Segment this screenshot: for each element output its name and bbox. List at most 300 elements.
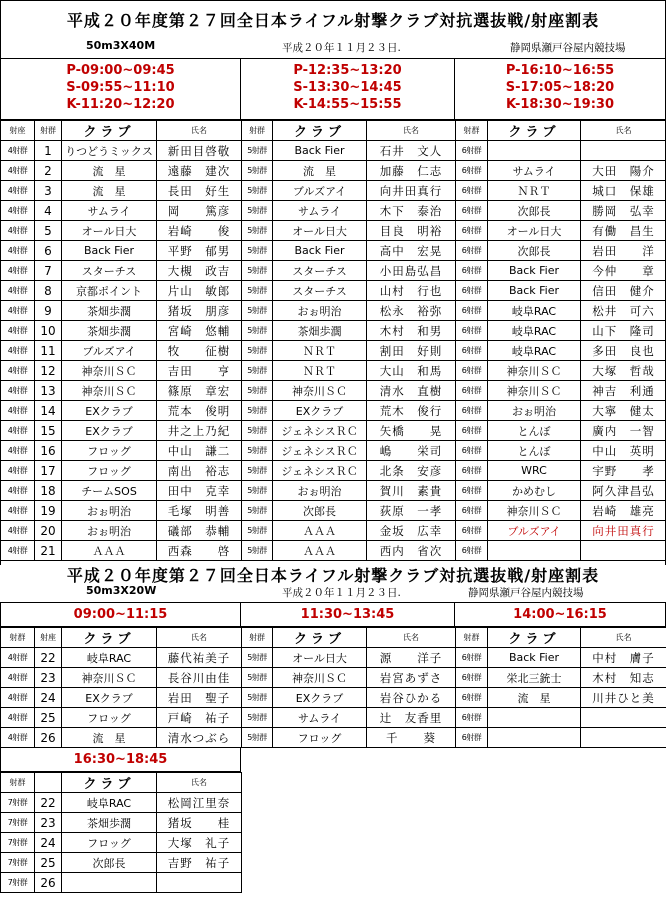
cell-lane: 24 [35,833,62,853]
cell-lane: 8 [35,281,62,301]
cell-club: EXクラブ [273,688,367,708]
cell-group: 4射群 [1,201,35,221]
table-row [1,501,666,521]
cell-lane: 3 [35,181,62,201]
cell-club: オール日大 [273,221,367,241]
cell-lane: 22 [35,793,62,813]
header-club: クラブ [62,628,157,648]
cell-group: 5射群 [242,381,273,401]
cell-lane: 20 [35,521,62,541]
cell-name: 石井 文人 [367,141,456,161]
cell-name: 西森 啓 [157,541,242,561]
cell-club: ＮＲＴ [273,341,367,361]
cell-club [488,728,581,748]
cell-club: ＮＲＴ [273,361,367,381]
cell-club: 神奈川ＳＣ [273,381,367,401]
cell-club: 神奈川ＳＣ [488,501,581,521]
cell-name: 岡 篤彦 [157,201,242,221]
cell-group: 5射群 [242,261,273,281]
table-row [1,728,666,748]
cell-club: 神奈川ＳＣ [62,668,157,688]
cell-lane: 15 [35,421,62,441]
cell-group: 6射群 [456,281,488,301]
cell-club: おぉ明治 [62,501,157,521]
time-standing: S-13:30~14:45 [293,80,402,95]
table-row [1,873,242,893]
cell-name: 長田 好生 [157,181,242,201]
cell-group: 4射群 [1,648,35,668]
time-block-w-group-7 [0,747,241,772]
table-row [1,441,666,461]
cell-lane: 4 [35,201,62,221]
cell-group: 5射群 [242,421,273,441]
cell-club: 岐阜RAC [62,793,157,813]
cell-group: 6射群 [456,708,488,728]
cell-name: 木下 泰治 [367,201,456,221]
cell-name: 小田島弘昌 [367,261,456,281]
cell-name: 城口 保雄 [581,181,666,201]
table-row [1,201,666,221]
cell-group: 6射群 [456,141,488,161]
table-row [1,481,666,501]
cell-club: スターチス [273,281,367,301]
cell-club: ブルズアイ [273,181,367,201]
cell-name: 目良 明裕 [367,221,456,241]
header-row [1,628,666,648]
time-block-w-group-5 [240,602,455,627]
cell-name: 向井田真行 [581,521,666,541]
table-row [1,793,242,813]
cell-name: 猪坂 桂 [157,813,242,833]
cell-club: フロッグ [62,708,157,728]
cell-group: 5射群 [242,161,273,181]
header-group: 射群 [1,628,35,648]
cell-name: 岩崎 雄亮 [581,501,666,521]
cell-group: 5射群 [242,341,273,361]
table-row [1,648,666,668]
cell-club: 次郎長 [488,201,581,221]
cell-lane: 23 [35,813,62,833]
cell-name: 源 洋子 [367,648,456,668]
cell-club: 次郎長 [273,501,367,521]
cell-group: 4射群 [1,728,35,748]
table-row [1,241,666,261]
cell-club: サムライ [273,708,367,728]
cell-group: 7射群 [1,793,35,813]
cell-club: ジェネシスＲＣ [273,421,367,441]
cell-group: 5射群 [242,361,273,381]
cell-club [488,541,581,561]
cell-group: 6射群 [456,501,488,521]
header-group: 射群 [242,628,273,648]
cell-name: 有働 昌生 [581,221,666,241]
cell-group: 6射群 [456,648,488,668]
cell-group: 6射群 [456,301,488,321]
cell-name: 千 葵 [367,728,456,748]
table-row [1,853,242,873]
cell-name: 長谷川由佳 [157,668,242,688]
cell-name: 加藤 仁志 [367,161,456,181]
cell-name: 西内 省次 [367,541,456,561]
event-name-2: 50m3X20W [86,584,157,597]
cell-name: 清水つぶら [157,728,242,748]
cell-name: 多田 良也 [581,341,666,361]
table-row [1,141,666,161]
cell-club: サムライ [273,201,367,221]
cell-name: 信田 健介 [581,281,666,301]
cell-name: 木村 知志 [581,668,666,688]
cell-group: 4射群 [1,501,35,521]
cell-group: 6射群 [456,401,488,421]
cell-group: 7射群 [1,853,35,873]
cell-club: Back Fier [488,261,581,281]
cell-name: 吉田 亨 [157,361,242,381]
cell-club: 岐阜RAC [488,301,581,321]
cell-name: 平野 郁男 [157,241,242,261]
cell-group: 4射群 [1,341,35,361]
cell-group: 4射群 [1,688,35,708]
assignment-table-3x40 [0,120,666,561]
cell-name: 岩田 洋 [581,241,666,261]
header-name: 氏名 [157,628,242,648]
cell-name: 大寧 健太 [581,401,666,421]
cell-lane: 24 [35,688,62,708]
cell-group: 6射群 [456,688,488,708]
cell-name: 北条 安彦 [367,461,456,481]
header-club: クラブ [62,121,157,141]
cell-club: フロッグ [62,461,157,481]
table-row [1,688,666,708]
cell-club: 神奈川ＳＣ [62,361,157,381]
cell-name: 清水 直樹 [367,381,456,401]
cell-name: 嶋 栄司 [367,441,456,461]
header-group: 射群 [1,773,35,793]
cell-group: 4射群 [1,181,35,201]
cell-group: 7射群 [1,873,35,893]
cell-club: チームSOS [62,481,157,501]
cell-lane: 18 [35,481,62,501]
header-club: クラブ [62,773,157,793]
cell-club: 茶畑歩濶 [62,301,157,321]
cell-club: 流 星 [62,161,157,181]
table-row [1,833,242,853]
cell-club: ブルズアイ [488,521,581,541]
table-row [1,401,666,421]
cell-club: ＮＲＴ [488,181,581,201]
time-kneeling: K-11:20~12:20 [66,97,175,112]
time-block-group-5 [240,58,455,120]
cell-lane: 9 [35,301,62,321]
cell-club: 岐阜RAC [488,341,581,361]
table-row [1,261,666,281]
cell-club: 流 星 [62,181,157,201]
cell-lane: 26 [35,728,62,748]
cell-name: 割田 好則 [367,341,456,361]
cell-name: 大塚 哲哉 [581,361,666,381]
cell-name: 田中 克幸 [157,481,242,501]
cell-name: 廣内 一智 [581,421,666,441]
cell-group: 4射群 [1,321,35,341]
cell-name: 中山 英明 [581,441,666,461]
cell-lane: 25 [35,708,62,728]
cell-group: 5射群 [242,221,273,241]
cell-club: おぉ明治 [273,481,367,501]
header-club: クラブ [273,121,367,141]
cell-group: 5射群 [242,481,273,501]
cell-name: 宇野 孝 [581,461,666,481]
cell-club: フロッグ [273,728,367,748]
cell-club: スターチス [273,261,367,281]
cell-group: 6射群 [456,461,488,481]
table-row [1,521,666,541]
cell-group: 6射群 [456,241,488,261]
cell-name: 賀川 素貴 [367,481,456,501]
cell-group: 5射群 [242,708,273,728]
cell-name: 岩宮あずさ [367,668,456,688]
cell-group: 4射群 [1,281,35,301]
header-group: 射群 [242,121,273,141]
table-row [1,361,666,381]
cell-club: 次郎長 [62,853,157,873]
cell-lane: 23 [35,668,62,688]
cell-club: 神奈川ＳＣ [488,361,581,381]
cell-lane: 13 [35,381,62,401]
cell-group: 5射群 [242,728,273,748]
table-row [1,381,666,401]
table-row [1,421,666,441]
cell-name: 礒部 恭輔 [157,521,242,541]
cell-group: 5射群 [242,688,273,708]
event-venue-2: 静岡県瀬戸谷屋内競技場 [468,587,584,599]
cell-club: Back Fier [273,141,367,161]
cell-club: Back Fier [62,241,157,261]
cell-name: 大塚 礼子 [157,833,242,853]
table-row [1,221,666,241]
cell-club: フロッグ [62,833,157,853]
table-row [1,813,242,833]
cell-club: かめむし [488,481,581,501]
cell-name: 岩谷ひかる [367,688,456,708]
cell-name [581,141,666,161]
cell-name: 川井ひと美 [581,688,666,708]
page-title-2: 平成２０年度第２７回全日本ライフル射撃クラブ対抗選抜戦/射座割表 [66,566,600,585]
time-range: 14:00~16:15 [513,607,607,622]
header-name: 氏名 [367,121,456,141]
cell-club: EXクラブ [62,688,157,708]
table-row [1,341,666,361]
cell-name: 松永 裕弥 [367,301,456,321]
cell-group: 6射群 [456,221,488,241]
table-row [1,668,666,688]
cell-name: 猪坂 朋彦 [157,301,242,321]
table-row [1,321,666,341]
cell-group: 7射群 [1,813,35,833]
cell-club: オール日大 [488,221,581,241]
cell-club: おぉ明治 [488,401,581,421]
cell-club: 神奈川ＳＣ [488,381,581,401]
cell-club: りつどうミックス [62,141,157,161]
cell-club: 神奈川ＳＣ [62,381,157,401]
header-name: 氏名 [367,628,456,648]
time-block-w-group-6 [454,602,666,627]
cell-club: 京都ポイント [62,281,157,301]
cell-name: 勝岡 弘幸 [581,201,666,221]
time-kneeling: K-18:30~19:30 [506,97,614,112]
header-lane: 射群 [35,121,62,141]
cell-group: 4射群 [1,381,35,401]
cell-group: 6射群 [456,261,488,281]
cell-name: 松井 可六 [581,301,666,321]
cell-club: EXクラブ [62,401,157,421]
cell-name: 新田目啓敬 [157,141,242,161]
cell-group: 5射群 [242,461,273,481]
cell-club [488,708,581,728]
cell-name: 荒木 俊行 [367,401,456,421]
assignment-table-3x20 [0,627,666,748]
time-prone: P-09:00~09:45 [66,63,175,78]
cell-group: 6射群 [456,361,488,381]
header-name: 氏名 [157,773,242,793]
header-lane: 射座 [35,628,62,648]
cell-club: ＡＡＡ [273,521,367,541]
header-group: 射群 [456,628,488,648]
cell-club: とんぼ [488,441,581,461]
time-block-group-4 [0,58,241,120]
cell-group: 6射群 [456,161,488,181]
table-row [1,161,666,181]
cell-group: 6射群 [456,668,488,688]
cell-group: 4射群 [1,361,35,381]
cell-group: 5射群 [242,181,273,201]
table-row [1,281,666,301]
cell-group: 6射群 [456,441,488,461]
cell-name: 山村 行也 [367,281,456,301]
cell-club: 流 星 [62,728,157,748]
page-title: 平成２０年度第２７回全日本ライフル射撃クラブ対抗選抜戦/射座割表 [66,11,600,30]
cell-club: ブルズアイ [62,341,157,361]
cell-lane: 14 [35,401,62,421]
cell-group: 6射群 [456,481,488,501]
cell-name: 牧 征樹 [157,341,242,361]
cell-group: 5射群 [242,541,273,561]
cell-name: 阿久津昌弘 [581,481,666,501]
cell-club: Back Fier [273,241,367,261]
cell-club: オール日大 [273,648,367,668]
cell-name: 大槻 政吉 [157,261,242,281]
cell-club: 栄北三銃士 [488,668,581,688]
cell-lane: 26 [35,873,62,893]
cell-group: 6射群 [456,728,488,748]
cell-lane: 6 [35,241,62,261]
cell-club: ジェネシスＲＣ [273,461,367,481]
cell-lane: 19 [35,501,62,521]
cell-name: 遠藤 建次 [157,161,242,181]
cell-name: 向井田真行 [367,181,456,201]
table-row [1,708,666,728]
cell-lane: 22 [35,648,62,668]
cell-group: 5射群 [242,668,273,688]
header-club: クラブ [488,121,581,141]
header-name: 氏名 [581,628,666,648]
cell-name [581,541,666,561]
cell-name: 吉野 祐子 [157,853,242,873]
cell-name: 片山 敏郎 [157,281,242,301]
cell-group: 5射群 [242,281,273,301]
cell-name: 戸崎 祐子 [157,708,242,728]
cell-group: 4射群 [1,668,35,688]
cell-club [62,873,157,893]
cell-name: 辻 友香里 [367,708,456,728]
cell-name [157,873,242,893]
cell-lane: 10 [35,321,62,341]
time-range: 16:30~18:45 [73,752,168,767]
cell-group: 6射群 [456,201,488,221]
event-date: 平成２０年１１月２３日. [282,42,401,54]
cell-group: 5射群 [242,521,273,541]
cell-group: 4射群 [1,421,35,441]
cell-name: 金坂 広幸 [367,521,456,541]
time-block-w-group-4 [0,602,241,627]
cell-club: 神奈川ＳＣ [273,668,367,688]
cell-lane: 12 [35,361,62,381]
cell-name: 藤代祐美子 [157,648,242,668]
cell-group: 4射群 [1,541,35,561]
cell-group: 5射群 [242,241,273,261]
cell-club: EXクラブ [62,421,157,441]
cell-club: フロッグ [62,441,157,461]
cell-group: 6射群 [456,321,488,341]
cell-club: ＡＡＡ [273,541,367,561]
cell-group: 4射群 [1,708,35,728]
time-block-group-6 [454,58,666,120]
cell-group: 6射群 [456,521,488,541]
cell-name: 大山 和馬 [367,361,456,381]
cell-lane: 16 [35,441,62,461]
time-prone: P-12:35~13:20 [293,63,402,78]
header-club: クラブ [488,628,581,648]
cell-lane: 21 [35,541,62,561]
cell-lane: 5 [35,221,62,241]
cell-club: スターチス [62,261,157,281]
cell-club: 流 星 [488,688,581,708]
cell-name: 荻原 一孝 [367,501,456,521]
cell-lane: 17 [35,461,62,481]
cell-club: 茶畑歩濶 [273,321,367,341]
time-standing: S-17:05~18:20 [505,80,615,95]
header-club: クラブ [273,628,367,648]
cell-group: 4射群 [1,241,35,261]
cell-group: 4射群 [1,141,35,161]
time-range: 09:00~11:15 [73,607,168,622]
event-date-2: 平成２０年１１月２３日. [282,587,401,599]
time-range: 11:30~13:45 [300,607,395,622]
cell-name: 木村 和男 [367,321,456,341]
cell-name: 中山 謙二 [157,441,242,461]
header-row [1,121,666,141]
cell-name: 南出 裕志 [157,461,242,481]
cell-name: 岩田 聖子 [157,688,242,708]
header-group: 射座 [1,121,35,141]
cell-name: 神吉 利通 [581,381,666,401]
table-row [1,301,666,321]
cell-lane: 2 [35,161,62,181]
cell-club: 流 星 [273,161,367,181]
cell-club: Back Fier [488,281,581,301]
cell-name: 荒本 俊明 [157,401,242,421]
header-group: 射群 [456,121,488,141]
cell-group: 5射群 [242,201,273,221]
cell-name: 中村 膚子 [581,648,666,668]
